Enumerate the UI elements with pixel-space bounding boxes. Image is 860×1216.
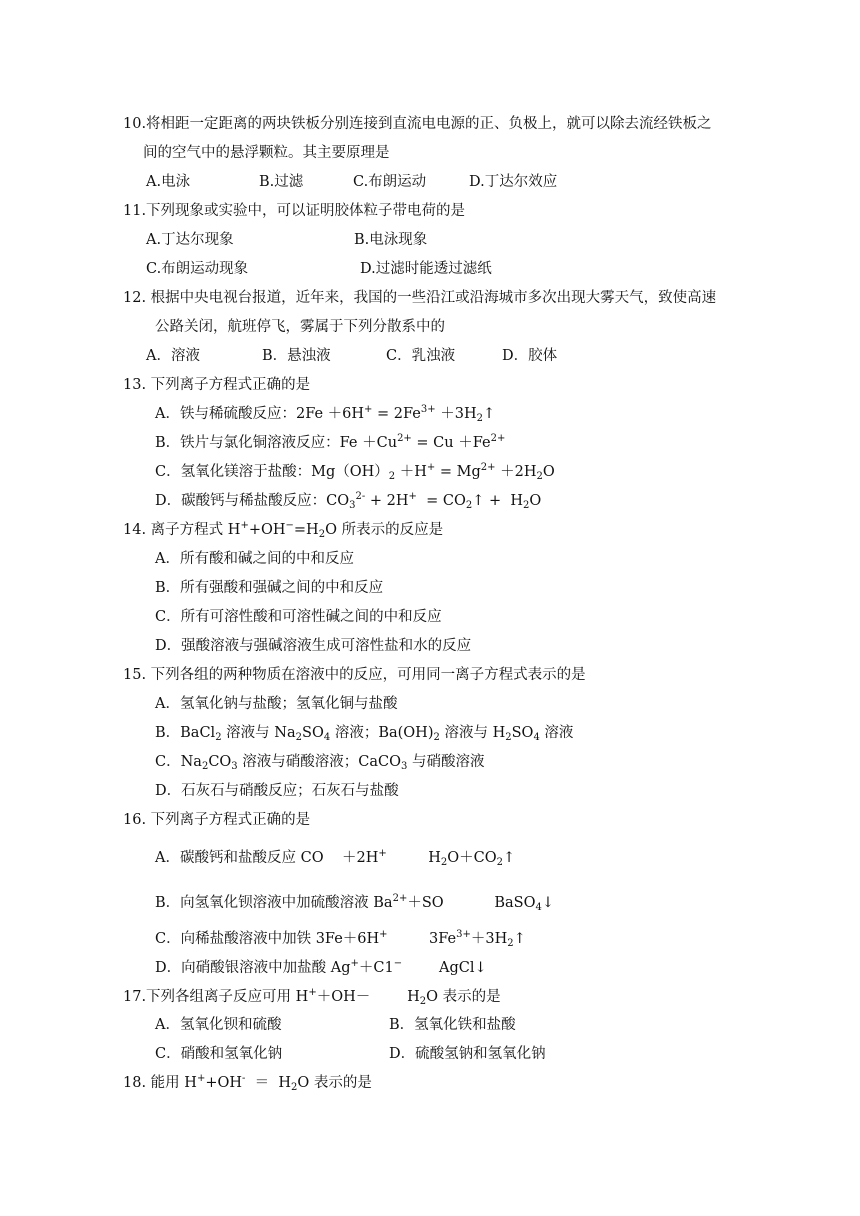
q18-stem: 18. 能用 $H^++OH^- = H_2O$ 表示的是 (123, 1073, 372, 1093)
q17-option-d: D．硫酸氢钠和氢氧化钠 (389, 1046, 546, 1062)
q16-option-b: B．向氢氧化钡溶液中加硫酸溶液 $Ba^{2+}+SO$ BaSO$_4$↓ (155, 893, 555, 913)
q16-option-c: C．向稀盐酸溶液中加铁 3Fe＋6H+ $3Fe^{3+}+3H_2↑$ (155, 929, 526, 949)
q18-stem-suffix: 表示的是 (309, 1075, 372, 1091)
q13-option-a-label: A．铁与稀硫酸反应： (155, 406, 296, 422)
q10-option-c: C.布朗运动 (353, 174, 427, 190)
q12-option-a: A．溶液 (146, 348, 200, 364)
q14-stem: 14. 离子方程式 $H^++OH^-=H_2O$ 所表示的反应是 (123, 520, 444, 540)
q15-option-d: D．石灰石与硝酸反应；石灰石与盐酸 (155, 783, 399, 799)
q17-option-c: C．硝酸和氢氧化钠 (155, 1046, 283, 1062)
q10-stem-line1: 10.将相距一定距离的两块铁板分别连接到直流电电源的正、负极上，就可以除去流经铁板之 (123, 116, 712, 132)
q18-stem-prefix: 18. 能用 (123, 1075, 185, 1091)
q16-option-d: D．向硝酸银溶液中加盐酸 Ag+＋C1− AgCl↓ (155, 958, 487, 976)
q14-option-a: A．所有酸和碱之间的中和反应 (155, 551, 354, 567)
q13-option-d: D．碳酸钙与稀盐酸反应：$CO_3^{2-} + 2H^+$ = $CO_2↑ + H_2O$ (155, 491, 542, 511)
q13-option-c-label: C．氢氧化镁溶于盐酸： (155, 464, 312, 480)
q15-option-a: A．氢氧化钠与盐酸；氢氧化铜与盐酸 (155, 696, 398, 712)
q11-stem: 11.下列现象或实验中，可以证明胶体粒子带电荷的是 (123, 203, 466, 219)
q16-option-a: A．碳酸钙和盐酸反应 CO ＋2H+ $H_2O+CO_2↑$ (155, 848, 516, 868)
q17-option-b: B．氢氧化铁和盐酸 (389, 1017, 516, 1033)
q13-option-b: B．铁片与氯化铜溶液反应：$Fe +Cu^{2+} = Cu +Fe^{2+}$ (155, 433, 506, 451)
q13-stem: 13. 下列离子方程式正确的是 (123, 377, 311, 393)
q13-option-c: C．氢氧化镁溶于盐酸：$Mg(OH)_2 +H^+ = Mg^{2+} +2H_2O$ (155, 462, 555, 482)
q12-option-b: B．悬浊液 (262, 348, 331, 364)
q12-stem-line1: 12. 根据中央电视台报道，近年来，我国的一些沿江或沿海城市多次出现大雾天气，致使高速 (123, 290, 717, 306)
q14-stem-prefix: 14. 离子方程式 (123, 522, 228, 538)
q10-option-d: D.丁达尔效应 (469, 174, 558, 190)
q13-option-a: A．铁与稀硫酸反应：$2Fe +6H^+ = 2Fe^{3+}$ $+3H_2↑$ (155, 404, 496, 424)
q15-stem: 15. 下列各组的两种物质在溶液中的反应，可用同一离子方程式表示的是 (123, 667, 586, 683)
q13-option-d-label: D．碳酸钙与稀盐酸反应： (155, 493, 327, 509)
q11-option-c: C.布朗运动现象 (146, 261, 249, 277)
q14-option-d: D．强酸溶液与强碱溶液生成可溶性盐和水的反应 (155, 638, 472, 654)
q17-stem: 17.下列各组离子反应可用 H+＋OH－ $H_2O$ 表示的是 (123, 987, 501, 1007)
q10-option-a: A.电泳 (146, 174, 191, 190)
q11-option-b: B.电泳现象 (354, 232, 428, 248)
q14-option-c: C．所有可溶性酸和可溶性碱之间的中和反应 (155, 609, 442, 625)
q16-option-b-label: B．向氢氧化钡溶液中加硫酸溶液 (155, 895, 374, 911)
q10-stem-line2: 间的空气中的悬浮颗粒。其主要原理是 (143, 145, 390, 161)
q17-stem-prefix: 17.下列各组离子反应可用 (123, 989, 296, 1005)
q16-stem: 16. 下列离子方程式正确的是 (123, 812, 311, 828)
q17-stem-suffix: 表示的是 (438, 989, 501, 1005)
q16-option-d-label: D．向硝酸银溶液中加盐酸 (155, 960, 331, 976)
q17-option-a: A．氢氧化钡和硫酸 (155, 1017, 282, 1033)
q10-option-b: B.过滤 (259, 174, 304, 190)
q11-option-a: A.丁达尔现象 (146, 232, 234, 248)
q16-option-a-label: A．碳酸钙和盐酸反应 (155, 850, 301, 866)
q12-option-c: C．乳浊液 (386, 348, 456, 364)
q14-option-b: B．所有强酸和强碱之间的中和反应 (155, 580, 384, 596)
q13-option-b-label: B．铁片与氯化铜溶液反应： (155, 435, 340, 451)
q16-option-c-label: C．向稀盐酸溶液中加铁 (155, 931, 316, 947)
q12-option-d: D．胶体 (502, 348, 558, 364)
q15-option-b: B．BaCl$_2$ 溶液与 $Na_2SO_4$ 溶液；$Ba(OH)_2$ 溶液与 $H_2SO_4$ 溶液 (155, 725, 574, 743)
q12-stem-line2: 公路关闭，航班停飞，雾属于下列分散系中的 (155, 319, 445, 335)
q11-option-d: D.过滤时能透过滤纸 (360, 261, 492, 277)
q14-stem-suffix: 所表示的反应是 (336, 522, 444, 538)
q15-option-c: C．$Na_2CO_3$ 溶液与硝酸溶液；CaCO$_3$ 与硝酸溶液 (155, 754, 485, 772)
